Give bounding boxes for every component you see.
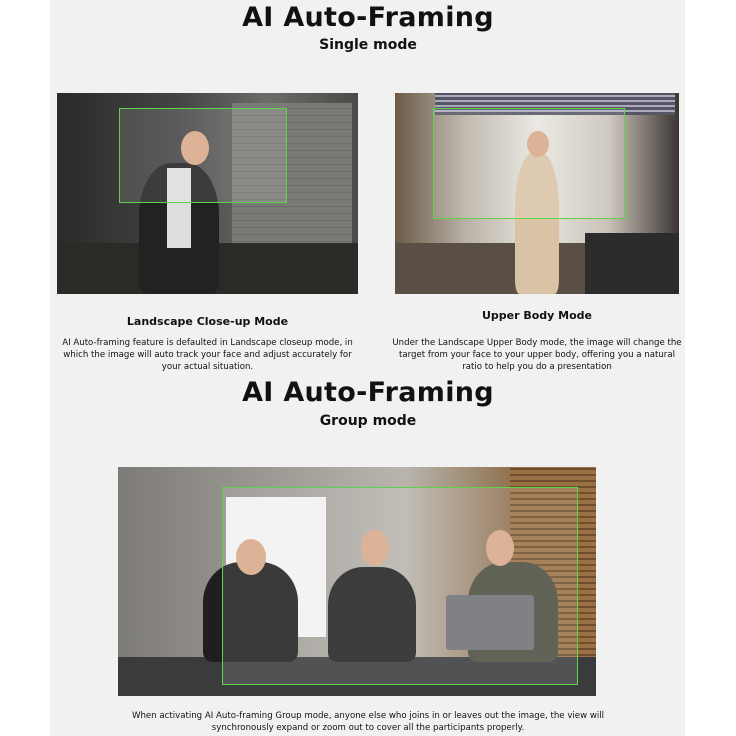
closeup-tracking-frame: [119, 108, 287, 203]
group-mode-title: AI Auto-Framing: [242, 377, 494, 408]
single-mode-subtitle: Single mode: [319, 37, 417, 53]
group-tracking-frame: [222, 487, 578, 685]
upper-body-mode-description: Under the Landscape Upper Body mode, the image will change the target from your face to your upper body, offering you a natural ratio to help you do a presentation: [392, 338, 682, 372]
closeup-mode-photo: [57, 93, 358, 294]
upper-body-tracking-frame: [433, 108, 625, 219]
group-mode-subtitle: Group mode: [319, 413, 417, 429]
upper-body-mode-photo: [395, 93, 679, 294]
upper-body-mode-caption: Upper Body Mode: [481, 309, 593, 322]
closeup-mode-description: AI Auto-framing feature is defaulted in Landscape closeup mode, in which the image will auto track your face and adjust accurately for your actual situation.: [62, 338, 353, 372]
group-mode-photo: [118, 467, 596, 696]
closeup-mode-caption: Landscape Close-up Mode: [126, 315, 289, 328]
single-mode-title: AI Auto-Framing: [242, 2, 494, 33]
group-mode-description: When activating AI Auto-framing Group mode, anyone else who joins in or leaves out the image, the view will synchronously expand or zoom out to cover all the participants properly.: [131, 711, 605, 733]
